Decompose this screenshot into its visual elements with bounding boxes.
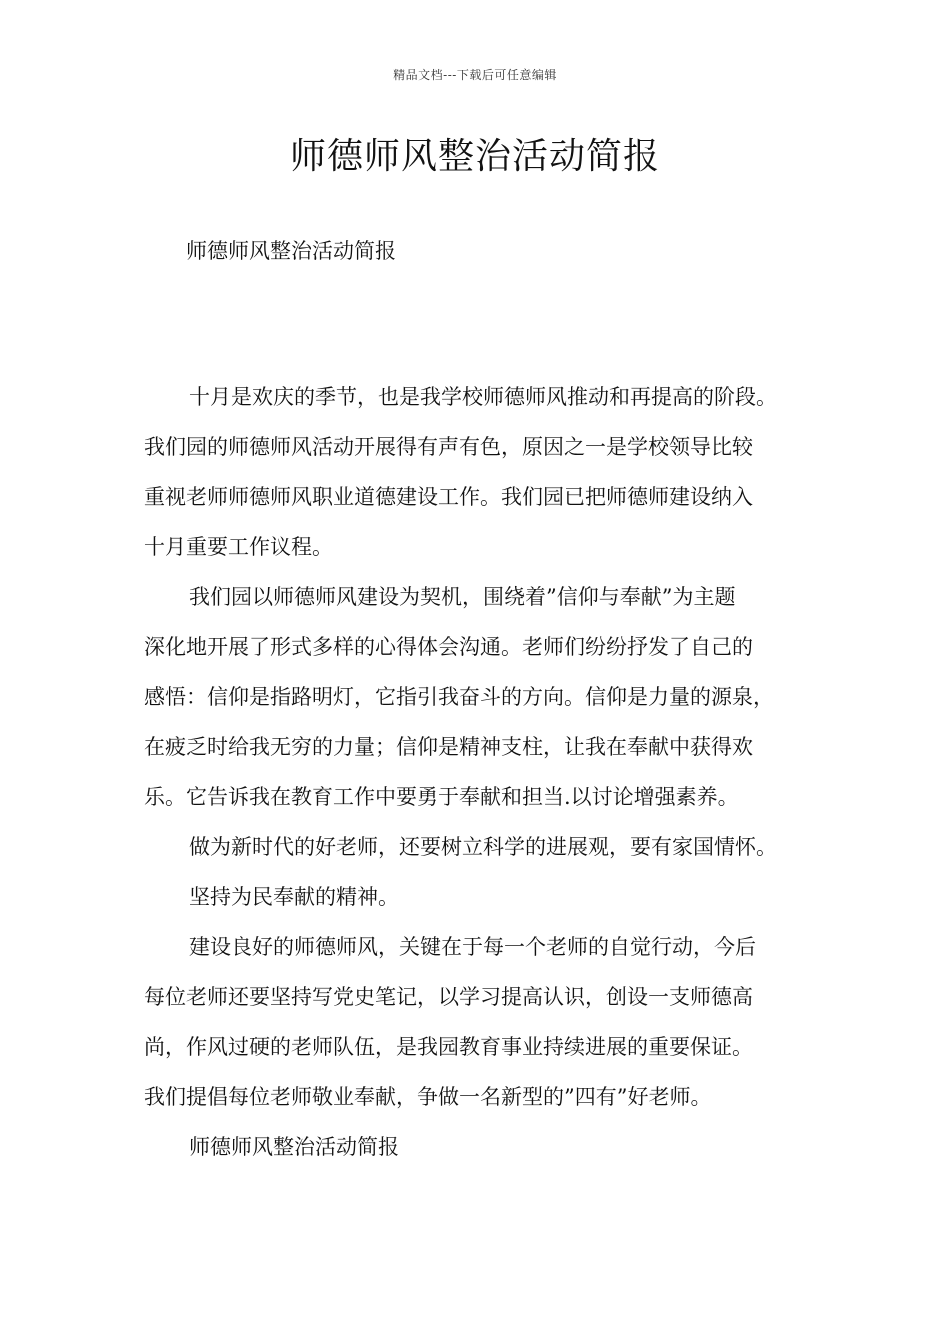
paragraph-line: 十月重要工作议程。 — [144, 535, 333, 559]
paragraph-1 — [144, 372, 834, 572]
paragraph-6 — [144, 1122, 834, 1172]
paragraph-line: 做为新时代的好老师，还要树立科学的进展观，要有家国情怀。 — [189, 835, 777, 859]
paragraph-line: 建设良好的师德师风，关键在于每一个老师的自觉行动，今后 — [189, 935, 756, 959]
paragraph-line: 我们提倡每位老师敬业奉献，争做一名新型的”四有”好老师。 — [144, 1085, 712, 1109]
header-note: 精品文档---下载后可任意编辑 — [393, 68, 557, 82]
paragraph-5 — [144, 922, 834, 1122]
paragraph-3 — [144, 822, 834, 872]
paragraph-line: 坚持为民奉献的精神。 — [189, 885, 399, 909]
paragraph-line: 我们园以师德师风建设为契机，围绕着”信仰与奉献”为主题 — [189, 585, 736, 609]
paragraph-line: 尚，作风过硬的老师队伍，是我园教育事业持续进展的重要保证。 — [144, 1035, 753, 1059]
paragraph-line: 每位老师还要坚持写党史笔记，以学习提高认识，创设一支师德高 — [144, 985, 753, 1009]
document-body — [144, 372, 834, 1172]
document-title: 师德师风整治活动简报 — [289, 136, 660, 177]
paragraph-line: 乐。它告诉我在教育工作中要勇于奉献和担当.以讨论增强素养。 — [144, 785, 739, 809]
paragraph-line: 师德师风整治活动简报 — [189, 1135, 399, 1159]
document-subtitle: 师德师风整治活动简报 — [186, 239, 396, 263]
paragraph-line: 我们园的师德师风活动开展得有声有色，原因之一是学校领导比较 — [144, 435, 753, 459]
paragraph-line: 感悟：信仰是指路明灯，它指引我奋斗的方向。信仰是力量的源泉， — [144, 685, 774, 709]
paragraph-2 — [144, 572, 834, 822]
paragraph-line: 深化地开展了形式多样的心得体会沟通。老师们纷纷抒发了自己的 — [144, 635, 753, 659]
paragraph-line: 十月是欢庆的季节，也是我学校师德师风推动和再提高的阶段。 — [189, 385, 777, 409]
paragraph-4 — [144, 872, 834, 922]
paragraph-line: 重视老师师德师风职业道德建设工作。我们园已把师德师建设纳入 — [144, 485, 753, 509]
paragraph-line: 在疲乏时给我无穷的力量；信仰是精神支柱，让我在奉献中获得欢 — [144, 735, 753, 759]
